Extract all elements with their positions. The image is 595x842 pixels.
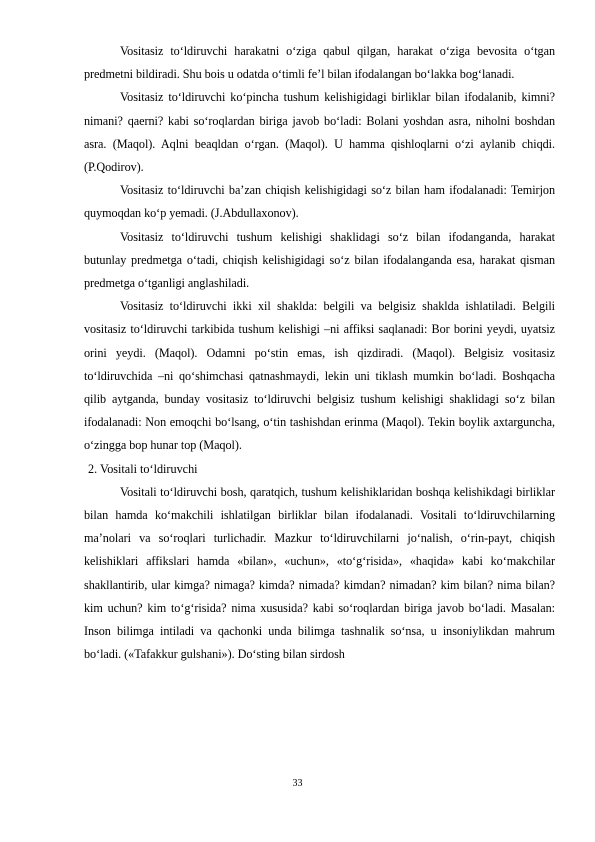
text-body <box>84 40 555 666</box>
paragraph-tushum-kelishigi: Vositasiz to‘ldiruvchi ko‘pincha tushum kelishigidagi birliklar bilan ifodalanib, kimni? nimani? qaerni? kabi so‘roqlardan biriga javob bo‘ladi: Bolani yoshdan asra, niholni boshdan asra. (Maqol). Aqlni beaqldan o‘rgan. (Maqol). U hamma qishloqlarni o‘zi aylanib chiqdi. (P.Qodirov). <box>84 90 555 175</box>
paragraph-qisman-predmet: Vositasiz to‘ldiruvchi tushum kelishigi shaklidagi so‘z bilan ifodanganda, harakat butunlay predmetga o‘tadi, chiqish kelishigidagi so‘z bilan ifodalanganda esa, harakat qisman predmetga o‘tganligi anglashiladi. <box>84 229 555 291</box>
paragraph-vositali-definition: Vositali to‘ldiruvchi bosh, qaratqich, tushum kelishiklaridan boshqa kelishikdagi birliklar bilan hamda ko‘makchili ishlatilgan birliklar bilan ifodalanadi. Vositali to‘ldiruvchilarning ma’nolari va so‘roqlari turlichadir. Mazkur to‘ldiruvchilarni jo‘nalish, o‘rin-payt, chiqish kelishiklari affikslari hamda «bilan», «uchun», «to‘g‘risida», «haqida» kabi ko‘makchilar shakllantirib, ular kimga? nimaga? kimda? nimada? kimdan? nimadan? kim bilan? nima bilan? kim uchun? kim to‘g‘risida? nima xususida? kabi so‘roqlardan biriga javob bo‘ladi. Masalan: Inson bilimga intiladi va qachonki unda bilimga tashnalik so‘nsa, u insoniylikdan mahrum bo‘ladi. («Tafakkur gulshani»). Do‘sting bilan sirdosh <box>84 484 555 662</box>
page-number: 33 <box>292 778 303 789</box>
section-heading: 2. Vositali to‘ldiruvchi <box>88 461 198 476</box>
paragraph-chiqish-kelishigi: Vositasiz to‘ldiruvchi ba’zan chiqish kelishigidagi so‘z bilan ham ifodalanadi: Temirjon quymoqdan ko‘p yemadi. (J.Abdullaxonov). <box>84 183 555 221</box>
paragraph-vositasiz-definition: Vositasiz to‘ldiruvchi harakatni o‘ziga qabul qilgan, harakat o‘ziga bevosita o‘tgan predmetni bildiradi. Shu bois u odatda o‘timli fe’l bilan ifodalangan bo‘lakka bog‘lanadi. <box>84 44 555 82</box>
paragraph-belgili-belgisiz: Vositasiz to‘ldiruvchi ikki xil shaklda: belgili va belgisiz shaklda ishlatiladi. Belgili vositasiz to‘ldiruvchi tarkibida tushum kelishigi –ni affiksi saqlanadi: Bor borini yeydi, uyatsiz orini yeydi. (Maqol). Odamni po‘stin emas, ish qizdiradi. (Maqol). Belgisiz vositasiz to‘ldiruvchida –ni qo‘shimchasi qatnashmaydi, lekin uni tiklash mumkin bo‘ladi. Boshqacha qilib aytganda, bunday vositasiz to‘ldiruvchi belgisiz tushum kelishigi shaklidagi so‘z bilan ifodalanadi: Non emoqchi bo‘lsang, o‘tin tashishdan erinma (Maqol). Tekin boylik axtarguncha, o‘zingga bop hunar top (Maqol). <box>84 299 555 453</box>
